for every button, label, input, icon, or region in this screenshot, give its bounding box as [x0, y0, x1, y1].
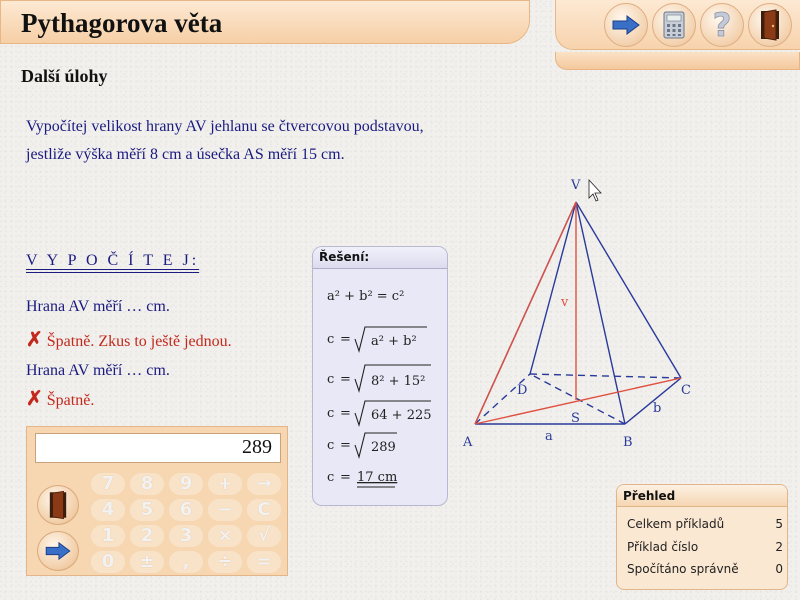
solution-equations	[327, 321, 447, 506]
overview-value: 2	[775, 540, 783, 554]
edge-BV	[576, 202, 625, 424]
solution-title: Řešení:	[313, 247, 447, 269]
edge-DC	[530, 374, 681, 378]
label-v: v	[561, 295, 569, 310]
wrong-icon: ✗	[26, 329, 43, 351]
overview-value: 0	[775, 562, 783, 576]
feedback-text: Špatně. Zkus to ještě jednou.	[46, 333, 232, 350]
arrow-right-icon	[44, 541, 72, 561]
overview-value: 5	[775, 517, 783, 531]
next-arrow-icon	[611, 14, 641, 36]
section-title: Další úlohy	[21, 66, 108, 86]
eq-c-6: c	[327, 470, 335, 485]
calculator-key[interactable]: C	[247, 499, 281, 521]
calculator-key[interactable]: ÷	[208, 551, 242, 573]
overview-row-total	[627, 517, 783, 531]
eq-sign-5: =	[340, 438, 351, 453]
eq-sign-3: =	[340, 372, 351, 387]
task-text-line-1: Vypočítej velikost hrany AV jehlanu se čtvercovou podstavou,	[26, 118, 424, 135]
overview-label: Celkem příkladů	[627, 517, 725, 531]
overview-row-correct	[627, 562, 783, 576]
overview-panel	[616, 484, 788, 590]
feedback-wrong-1	[26, 327, 232, 352]
calculator-key[interactable]: 9	[169, 473, 203, 495]
label-A: A	[463, 435, 473, 450]
calculator-key[interactable]: 1	[91, 525, 125, 547]
label-b: b	[653, 401, 662, 416]
feedback-text: Špatně.	[46, 392, 95, 409]
calculator-key[interactable]: 5	[130, 499, 164, 521]
eq-rhs-5: 289	[371, 440, 396, 455]
answer-prompt-2: Hrana AV měří … cm.	[26, 362, 170, 379]
label-V: V	[571, 178, 581, 193]
calculator-icon	[663, 11, 685, 39]
next-button[interactable]	[604, 3, 648, 47]
calculator-key[interactable]: ×	[208, 525, 242, 547]
edge-CV	[576, 202, 681, 378]
eq-result: 17 cm	[357, 470, 398, 485]
eq-c-2: c	[327, 332, 335, 347]
calculator-exit-button[interactable]	[37, 485, 79, 525]
title-bar	[0, 0, 530, 44]
svg-text:?: ?	[712, 9, 732, 41]
task-text-line-2: jestliže výška měří 8 cm a úsečka AS měří 15 cm.	[26, 146, 345, 163]
calculator-key[interactable]: 2	[130, 525, 164, 547]
feedback-wrong-2	[26, 386, 94, 411]
help-question-icon	[709, 9, 735, 41]
calculator-submit-button[interactable]	[37, 531, 79, 571]
calculator-key[interactable]: 3	[169, 525, 203, 547]
calculator-key[interactable]: ±	[130, 551, 164, 573]
eq-c-3: c	[327, 372, 335, 387]
eq-rhs-2: a² + b²	[371, 334, 417, 349]
mouse-cursor-icon	[589, 180, 601, 201]
instruction-heading: V Y P O Č Í T E J:	[26, 252, 200, 269]
overview-row-current	[627, 540, 783, 554]
eq-rhs-4: 64 + 225	[371, 408, 432, 423]
label-B: B	[623, 435, 633, 450]
exit-button[interactable]	[748, 3, 792, 47]
pyramid-edges	[475, 202, 681, 424]
calculator-key[interactable]: =	[247, 551, 281, 573]
exit-door-icon	[48, 490, 68, 520]
overview-label: Příklad číslo	[627, 540, 699, 554]
eq-rhs-3: 8² + 15²	[371, 374, 426, 389]
label-a: a	[545, 429, 553, 444]
eq-c-5: c	[327, 438, 335, 453]
equation-text: a² + b² = c²	[327, 289, 405, 304]
label-C: C	[681, 383, 691, 398]
eq-sign-4: =	[340, 406, 351, 421]
answer-prompt-1: Hrana AV měří … cm.	[26, 298, 170, 315]
exit-door-icon	[759, 9, 781, 41]
calculator-panel	[26, 426, 288, 576]
help-button[interactable]	[700, 3, 744, 47]
calculator-key[interactable]: 4	[91, 499, 125, 521]
solution-line-1	[327, 289, 404, 304]
page-title: Pythagorova věta	[21, 8, 223, 38]
calculator-key[interactable]: +	[208, 473, 242, 495]
label-S: S	[571, 411, 580, 426]
calculator-key[interactable]: −	[208, 499, 242, 521]
calculator-display: 289	[35, 433, 281, 463]
highlight-triangle	[475, 202, 681, 424]
calculator-key[interactable]: 0	[91, 551, 125, 573]
eq-sign-6: =	[340, 470, 351, 485]
calculator-key[interactable]: ,	[169, 551, 203, 573]
overview-title: Přehled	[617, 485, 787, 507]
wrong-icon: ✗	[26, 388, 43, 410]
label-D: D	[517, 383, 528, 398]
calculator-key[interactable]: →	[247, 473, 281, 495]
calculator-key[interactable]: √	[247, 525, 281, 547]
toolbar-underline	[555, 52, 800, 70]
pyramid-figure	[455, 172, 700, 457]
overview-label: Spočítáno správně	[627, 562, 739, 576]
toolbar	[555, 0, 800, 50]
eq-c-4: c	[327, 406, 335, 421]
calculator-key[interactable]: 7	[91, 473, 125, 495]
calculator-key[interactable]: 6	[169, 499, 203, 521]
calculator-key[interactable]: 8	[130, 473, 164, 495]
eq-sign-2: =	[340, 332, 351, 347]
edge-AD	[475, 374, 530, 424]
solution-panel	[312, 246, 448, 506]
calculator-button[interactable]	[652, 3, 696, 47]
